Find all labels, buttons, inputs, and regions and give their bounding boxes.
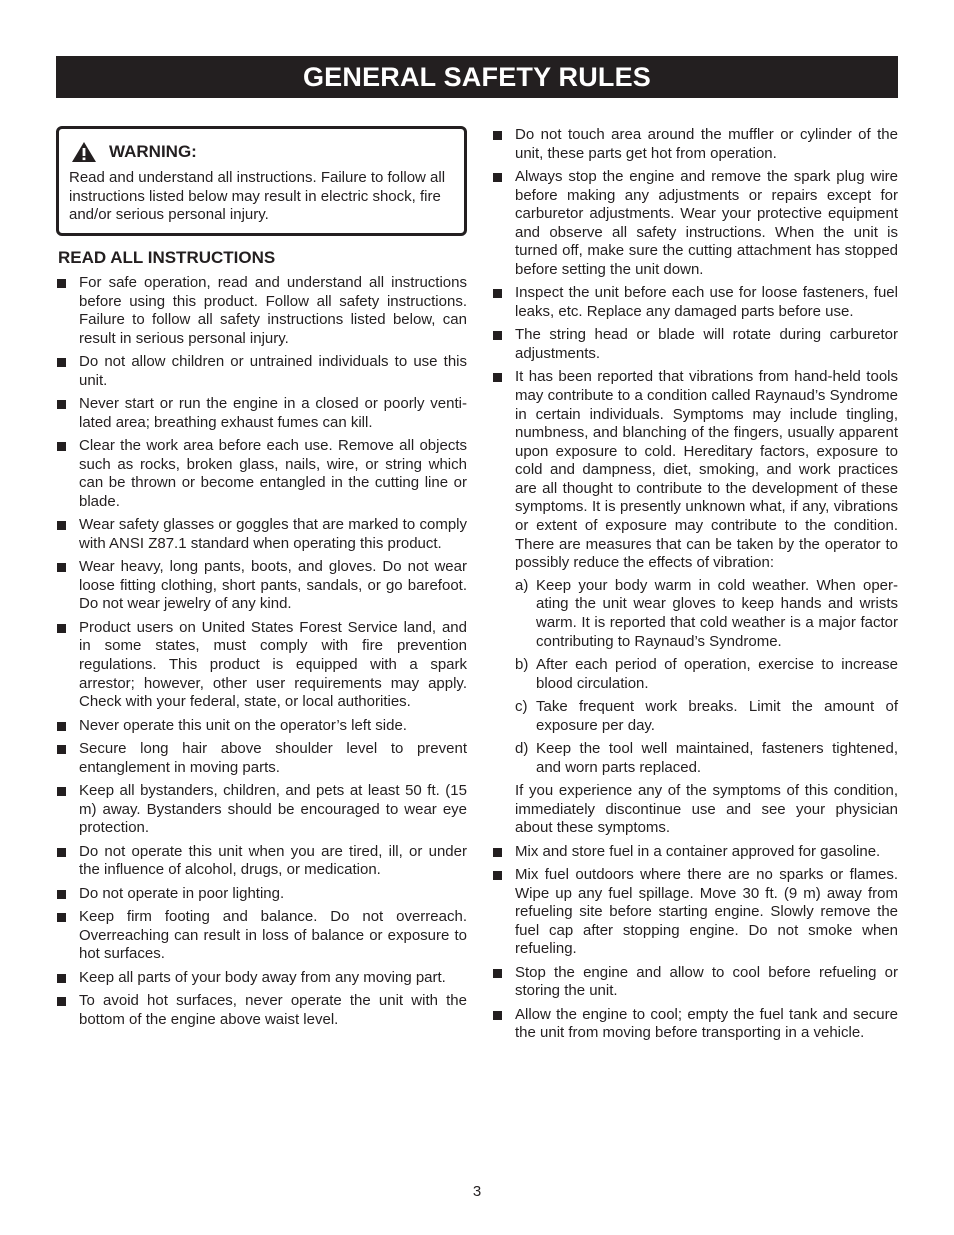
list-item [56,274,467,348]
list-item-text: Always stop the engine and remove the spark plug wire before making any adjustments or repairs except for carburetor adjustments. Wear your protective equipment and observe all safety instructions. When the unit is turned off, make sure the cutting attachment has stopped before setting the unit down. [515,167,898,278]
bullet-square-icon [493,871,502,880]
list-item [492,368,898,837]
left-column [56,126,467,1034]
list-item [56,619,467,712]
bullet-square-icon [57,745,66,754]
list-item-text: Never operate this unit on the operator’s left side. [79,716,407,734]
page-number: 3 [472,1183,482,1200]
list-item-text: Secure long hair above shoulder level to prevent entanglement in moving parts. [79,740,467,776]
vibration-measures-list [515,577,898,777]
list-item-text: The string head or blade will rotate during carburetor adjustments. [515,326,898,362]
sub-list-item [515,656,898,693]
list-item [56,395,467,432]
list-item-text: Never start or run the engine in a closed or poorly venti-lated area; breathing exhaust fumes can kill. [79,395,467,431]
bullet-square-icon [57,722,66,731]
list-item-text: To avoid hot surfaces, never operate the unit with the bottom of the engine above waist level. [79,991,467,1028]
list-item-text: Keep all bystanders, children, and pets at least 50 ft. (15 m) away. Bystanders should be encouraged to wear eye protection. [79,782,467,837]
list-item [492,126,898,163]
list-item-text: Do not touch area around the muffler or cylinder of the unit, these parts get hot from operation. [515,126,898,162]
list-item [492,1006,898,1043]
bullet-square-icon [493,1011,502,1020]
list-item-text: Clear the work area before each use. Remove all objects such as rocks, broken glass, nails, wire, or string which can be thrown or become entangled in the cutting line or blade. [79,437,467,510]
bullet-square-icon [57,848,66,857]
bullet-square-icon [493,848,502,857]
bullet-square-icon [493,173,502,182]
list-item-text: Mix fuel outdoors where there are no sparks or flames. Wipe up any fuel spillage. Move 30 ft. (9 m) away from refueling site before starting engine. Slowly remove the fuel cap after stopping engine. Do not smoke when refueling. [515,865,898,958]
warning-box [56,126,467,236]
sub-list-text: Take frequent work breaks. Limit the amount of exposure per day. [536,698,898,734]
list-item [56,717,467,736]
sub-list-text: After each period of operation, exercise to increase blood circulation. [536,656,898,692]
list-item [492,168,898,280]
list-item [56,437,467,511]
right-column [492,126,898,1048]
left-rules-list [56,274,467,1029]
sub-list-letter: d) [515,739,529,757]
list-item [56,558,467,614]
warning-label: WARNING: [109,142,197,161]
list-item-text: Do not operate this unit when you are tired, ill, or under the influence of alcohol, drugs, or medication. [79,842,467,879]
list-item [56,908,467,964]
warning-header [69,141,454,163]
bullet-square-icon [57,279,66,288]
bullet-square-icon [57,890,66,899]
right-rules-list-a [492,126,898,364]
list-item-text: Keep firm footing and balance. Do not overreach. Overreaching can result in loss of balance or exposure to hot surfaces. [79,907,467,963]
list-item [492,843,898,862]
list-item-text: Do not allow children or untrained individuals to use this unit. [79,353,467,389]
vibration-text: It has been reported that vibrations from hand-held tools may contribute to a condition called Raynaud’s Syndrome in certain individuals. Symptoms may include tingling, numbness, and blanching of the fingers, usually apparent upon exposure to cold. Hereditary factors, exposure to cold and dampness, diet, smoking, and work practices are all thought to contribute to the development of these symptoms. It is presently unknown what, if any, vibrations or extent of exposure may contribute to the condition. There are measures that can be taken by the operator to possibly reduce the effects of vibration: [515,368,898,572]
warning-text: Read and understand all instructions. Failure to follow all instructions listed below may result in electric shock, fire and/or serious personal injury. [69,169,446,224]
sub-list-letter: a) [515,576,529,594]
list-item [56,353,467,390]
bullet-square-icon [57,624,66,633]
bullet-square-icon [57,787,66,796]
list-item-text: Product users on United States Forest Service land, and in some states, must comply with fire prevention regulations. This product is equipped with a spark arrestor; however, other user requirements may apply. Check with your federal, state, or local authorities. [79,618,467,711]
list-item [492,284,898,321]
list-item [492,964,898,1001]
vibration-list [492,368,898,837]
section-heading: READ ALL INSTRUCTIONS [58,248,276,267]
list-item [56,969,467,988]
sub-list-item [515,698,898,735]
sub-list-letter: b) [515,656,529,674]
bullet-square-icon [493,331,502,340]
list-item-text: Stop the engine and allow to cool before refueling or storing the unit. [515,963,898,1000]
bullet-square-icon [57,358,66,367]
list-item [56,516,467,553]
bullet-square-icon [493,373,502,382]
list-item-text: Keep all parts of your body away from any moving part. [79,968,446,986]
list-item [56,740,467,777]
list-item [56,782,467,838]
list-item [56,843,467,880]
list-item [56,992,467,1029]
sub-list-letter: c) [515,698,528,715]
bullet-square-icon [57,521,66,530]
list-item [492,326,898,363]
bullet-square-icon [493,131,502,140]
bullet-square-icon [57,913,66,922]
page-title: GENERAL SAFETY RULES [56,56,898,98]
list-item-text: For safe operation, read and understand all instructions before using this product. Follow all safety instructions. Failure to follow all safety instructions listed below, can result in serious personal injury. [79,274,467,347]
bullet-square-icon [493,969,502,978]
sub-list-text: Keep the tool well maintained, fasteners tightened, and worn parts replaced. [536,739,898,776]
bullet-square-icon [493,289,502,298]
vibration-closing: If you experience any of the symptoms of this condition, immediately discontinue use and see your physician about these symptoms. [515,781,898,837]
right-rules-list-b [492,843,898,1043]
warning-triangle-icon [71,141,97,163]
bullet-square-icon [57,974,66,983]
list-item-text: Mix and store fuel in a container approved for gasoline. [515,842,881,860]
sub-list-item [515,740,898,777]
sub-list-item [515,577,898,651]
bullet-square-icon [57,563,66,572]
list-item-text: Inspect the unit before each use for loose fasteners, fuel leaks, etc. Replace any damaged parts before use. [515,284,898,320]
bullet-square-icon [57,442,66,451]
sub-list-text: Keep your body warm in cold weather. When oper-ating the unit wear gloves to keep hands and wrists warm. It is reported that cold weather is a major factor contributing to Raynaud’s Syndrome. [536,576,898,650]
list-item-text: Wear safety glasses or goggles that are marked to comply with ANSI Z87.1 standard when operating this product. [79,516,467,552]
list-item [56,885,467,904]
list-item-text: Wear heavy, long pants, boots, and gloves. Do not wear loose fitting clothing, short pants, sandals, or go barefoot. Do not wear jewelry of any kind. [79,558,467,613]
list-item-text: Allow the engine to cool; empty the fuel tank and secure the unit from moving before transporting in a vehicle. [515,1005,898,1042]
list-item-text: Do not operate in poor lighting. [79,884,285,902]
list-item [492,866,898,959]
bullet-square-icon [57,400,66,409]
bullet-square-icon [57,997,66,1006]
